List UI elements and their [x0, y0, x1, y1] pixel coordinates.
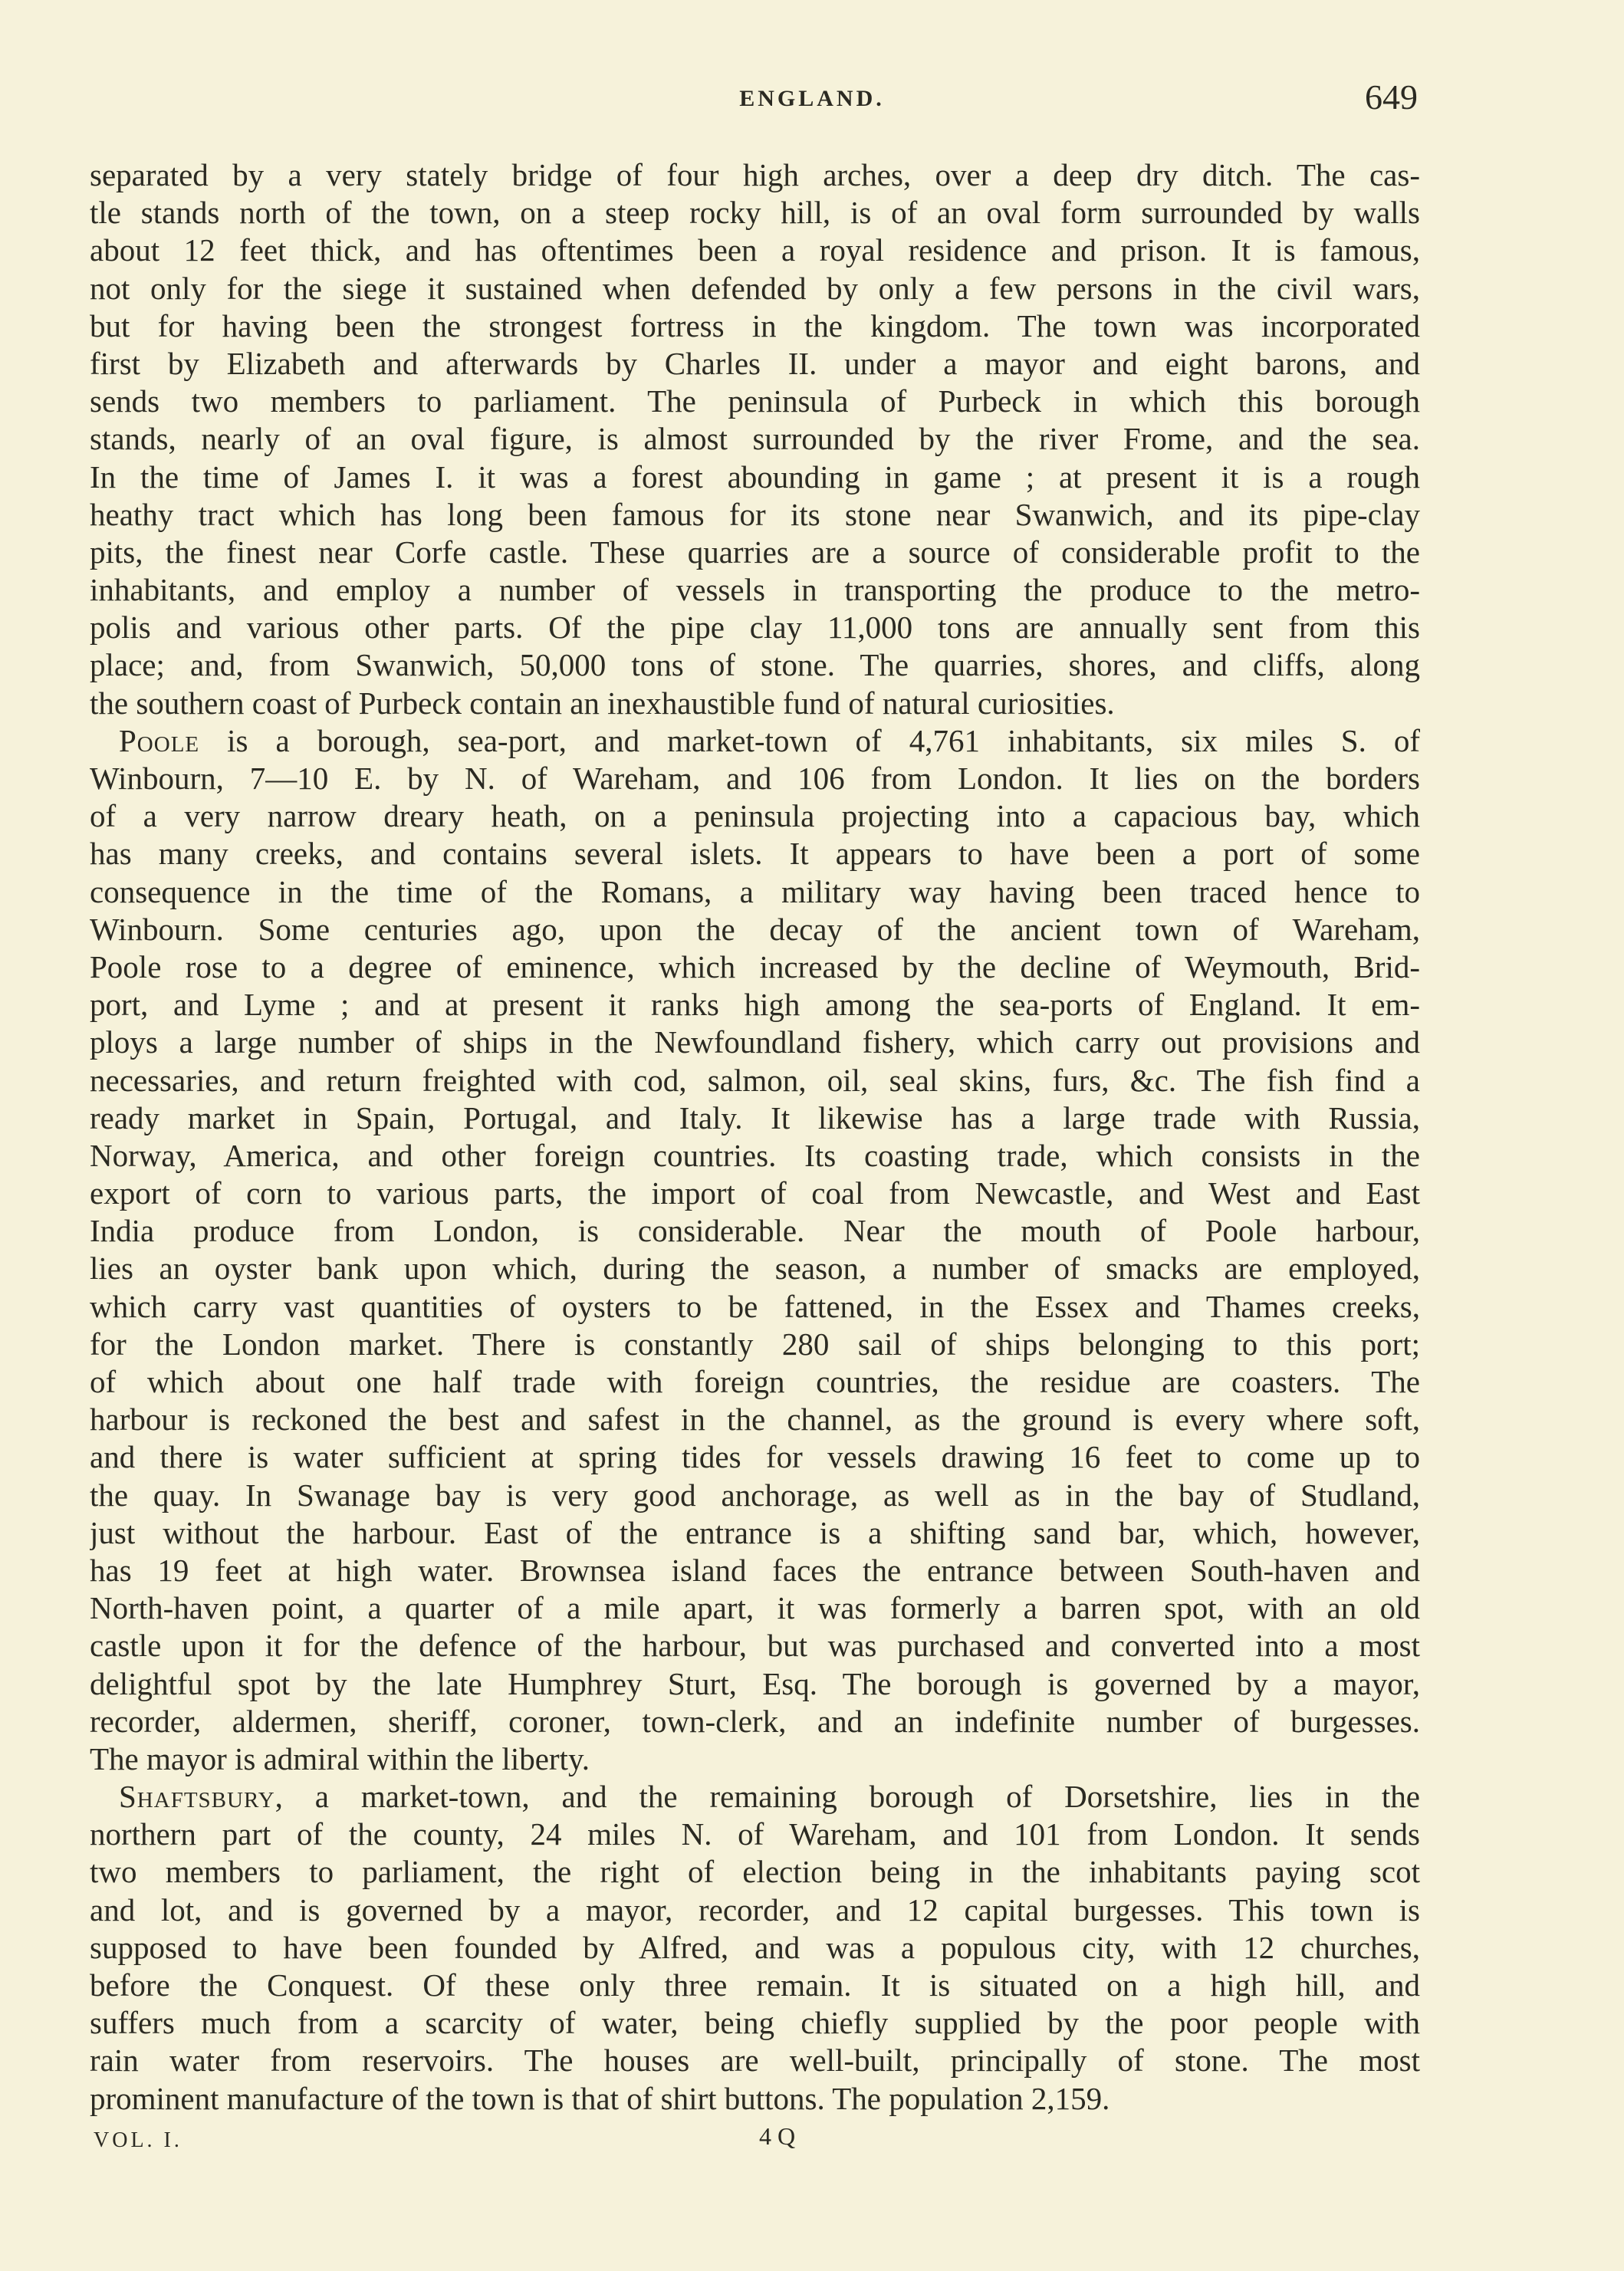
text-line — [90, 1552, 1420, 1589]
line-text: necessaries, and return freighted with cod, salmon, oil, seal skins, furs, &c. The fish find a — [90, 1062, 1420, 1098]
text-line — [90, 1514, 1420, 1552]
line-text: stands, nearly of an oval figure, is almost surrounded by the river Frome, and the sea. — [90, 421, 1420, 457]
signature-mark: 4 Q — [759, 2122, 796, 2150]
volume-label: VOL. I. — [94, 2128, 182, 2152]
text-line — [90, 420, 1420, 458]
text-line — [90, 1212, 1420, 1250]
line-text: harbour is reckoned the best and safest in the channel, as the ground is every where soft, — [90, 1402, 1420, 1438]
text-line — [90, 1062, 1420, 1099]
text-line — [90, 1703, 1420, 1740]
page-number: 649 — [1365, 77, 1418, 117]
line-text: pits, the finest near Corfe castle. These quarries are a source of considerable profit to the — [90, 534, 1420, 570]
line-text: before the Conquest. Of these only three remain. It is situated on a high hill, and — [90, 1967, 1420, 2003]
line-text: the southern coast of Purbeck contain an inexhaustible fund of natural curiosities. — [90, 685, 1115, 721]
line-text: India produce from London, is considerable. Near the mouth of Poole harbour, — [90, 1213, 1420, 1249]
text-line — [90, 270, 1420, 307]
text-line — [90, 873, 1420, 911]
line-text: the quay. In Swanage bay is very good anchorage, as well as in the bay of Studland, — [90, 1477, 1420, 1513]
line-text: two members to parliament, the right of election being in the inhabitants paying scot — [90, 1854, 1420, 1890]
line-text: supposed to have been founded by Alfred, and was a populous city, with 12 churches, — [90, 1929, 1420, 1965]
text-line — [90, 1929, 1420, 1967]
line-text: polis and various other parts. Of the pipe clay 11,000 tons are annually sent from this — [90, 610, 1420, 646]
text-line — [90, 1853, 1420, 1891]
text-line — [90, 534, 1420, 571]
text-line — [90, 1363, 1420, 1401]
line-text: place; and, from Swanwich, 50,000 tons of stone. The quarries, shores, and cliffs, along — [90, 647, 1420, 683]
line-text: not only for the siege it sustained when defended by only a few persons in the civil wars, — [90, 270, 1420, 306]
line-text: prominent manufacture of the town is that of shirt buttons. The population 2,159. — [90, 2080, 1110, 2116]
text-line — [90, 1740, 1420, 1778]
line-text: of which about one half trade with foreign countries, the residue are coasters. The — [90, 1364, 1420, 1399]
text-line — [90, 232, 1420, 269]
text-line — [90, 345, 1420, 383]
line-text: Norway, America, and other foreign countries. Its coasting trade, which consists in the — [90, 1137, 1420, 1173]
text-line — [90, 948, 1420, 986]
text-line — [90, 1967, 1420, 2004]
text-line — [90, 1401, 1420, 1438]
text-line — [90, 1816, 1420, 1853]
text-line — [90, 1137, 1420, 1175]
text-line — [90, 1024, 1420, 1061]
text-line — [90, 911, 1420, 948]
text-line — [90, 156, 1420, 194]
line-text: lies an oyster bank upon which, during the season, a number of smacks are employed, — [90, 1251, 1420, 1287]
text-line — [90, 835, 1420, 873]
text-line — [90, 1589, 1420, 1627]
line-text: which carry vast quantities of oysters to be fattened, in the Essex and Thames creeks, — [90, 1288, 1420, 1324]
text-line — [90, 1438, 1420, 1476]
line-text: and lot, and is governed by a mayor, recorder, and 12 capital burgesses. This town is — [90, 1891, 1420, 1928]
line-text: North-haven point, a quarter of a mile apart, it was formerly a barren spot, with an old — [90, 1590, 1420, 1626]
text-line — [90, 383, 1420, 420]
line-text: first by Elizabeth and afterwards by Charles II. under a mayor and eight barons, and — [90, 345, 1420, 381]
text-line — [90, 1477, 1420, 1514]
line-text: consequence in the time of the Romans, a military way having been traced hence to — [90, 873, 1420, 909]
line-text: ready market in Spain, Portugal, and Italy. It likewise has a large trade with Russia, — [90, 1099, 1420, 1136]
line-text: for the London market. There is constantly 280 sail of ships belonging to this port; — [90, 1326, 1420, 1362]
text-line — [90, 1175, 1420, 1212]
text-line — [90, 2004, 1420, 2042]
line-text: ploys a large number of ships in the Newfoundland fishery, which carry out provisions and — [90, 1024, 1420, 1060]
text-line — [90, 609, 1420, 646]
line-text: heathy tract which has long been famous for its stone near Swanwich, and its pipe-clay — [90, 496, 1420, 532]
line-text: just without the harbour. East of the entrance is a shifting sand bar, which, however, — [90, 1514, 1420, 1550]
line-text: , a market-town, and the remaining borough of Dorsetshire, lies in the — [275, 1779, 1420, 1815]
line-text: castle upon it for the defence of the harbour, but was purchased and converted into a most — [90, 1628, 1420, 1664]
text-line — [90, 1288, 1420, 1326]
text-line — [90, 1326, 1420, 1363]
text-line — [90, 496, 1420, 534]
text-line — [90, 1099, 1420, 1137]
line-text: export of corn to various parts, the import of coal from Newcastle, and West and East — [90, 1175, 1420, 1211]
text-line — [90, 2042, 1420, 2079]
line-text: delightful spot by the late Humphrey Sturt, Esq. The borough is governed by a mayor, — [90, 1665, 1420, 1701]
line-text: but for having been the strongest fortress in the kingdom. The town was incorporated — [90, 307, 1420, 343]
line-text: separated by a very stately bridge of four high arches, over a deep dry ditch. The cas- — [90, 157, 1420, 192]
line-text: rain water from reservoirs. The houses are well-built, principally of stone. The most — [90, 2043, 1420, 2079]
entry-heading: Poole — [119, 722, 200, 758]
line-text: recorder, aldermen, sheriff, coroner, town-clerk, and an indefinite number of burgesses. — [90, 1703, 1420, 1739]
line-text: of a very narrow dreary heath, on a peninsula projecting into a capacious bay, which — [90, 798, 1420, 834]
line-text: tle stands north of the town, on a steep rocky hill, is of an oval form surrounded by walls — [90, 195, 1420, 231]
line-text: northern part of the county, 24 miles N. of Wareham, and 101 from London. It sends — [90, 1816, 1420, 1852]
line-text: port, and Lyme ; and at present it ranks high among the sea-ports of England. It em- — [90, 987, 1420, 1023]
line-text: Winbourn. Some centuries ago, upon the decay of the ancient town of Wareham, — [90, 911, 1420, 947]
line-text: suffers much from a scarcity of water, being chiefly supplied by the poor people with — [90, 2005, 1420, 2041]
text-line — [90, 458, 1420, 496]
line-text: inhabitants, and employ a number of vessels in transporting the produce to the metro- — [90, 572, 1420, 608]
text-line — [90, 1627, 1420, 1665]
text-line — [90, 1891, 1420, 1929]
line-text: has many creeks, and contains several islets. It appears to have been a port of some — [90, 836, 1420, 872]
text-line — [90, 760, 1420, 797]
text-line — [90, 685, 1420, 722]
text-line — [90, 646, 1420, 684]
line-text: has 19 feet at high water. Brownsea island faces the entrance between South-haven and — [90, 1552, 1420, 1588]
text-line — [90, 194, 1420, 232]
body-text — [90, 156, 1420, 2118]
running-title: ENGLAND. — [739, 86, 885, 111]
text-line — [90, 1665, 1420, 1703]
text-line — [90, 1778, 1420, 1816]
line-text: Poole rose to a degree of eminence, which increased by the decline of Weymouth, Brid- — [90, 948, 1420, 984]
line-text: The mayor is admiral within the liberty. — [90, 1740, 590, 1776]
line-text: sends two members to parliament. The peninsula of Purbeck in which this borough — [90, 383, 1420, 419]
line-text: and there is water sufficient at spring tides for vessels drawing 16 feet to come up to — [90, 1439, 1420, 1475]
text-line — [90, 722, 1420, 760]
line-text: Winbourn, 7—10 E. by N. of Wareham, and 106 from London. It lies on the borders — [90, 761, 1420, 796]
text-line — [90, 1250, 1420, 1287]
text-line — [90, 797, 1420, 835]
line-text: In the time of James I. it was a forest abounding in game ; at present it is a rough — [90, 458, 1420, 495]
entry-heading: Shaftsbury — [119, 1779, 275, 1815]
text-line — [90, 571, 1420, 609]
text-line — [90, 986, 1420, 1024]
text-line — [90, 307, 1420, 345]
line-text: is a borough, sea-port, and market-town of 4,761 inhabitants, six miles S. of — [199, 722, 1420, 758]
line-text: about 12 feet thick, and has oftentimes been a royal residence and prison. It is famous, — [90, 232, 1420, 268]
text-line — [90, 2080, 1420, 2118]
